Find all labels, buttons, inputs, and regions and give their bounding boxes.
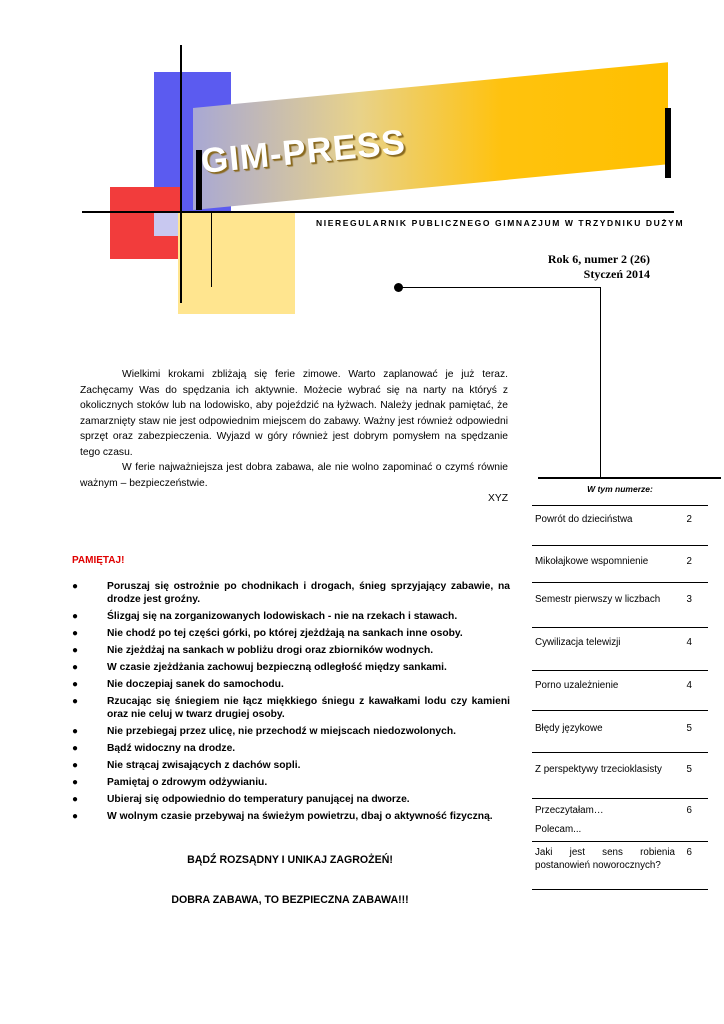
white-overlap bbox=[154, 212, 178, 236]
list-item: ● W czasie zjeżdżania zachowuj bezpieczną odległość między sankami. bbox=[72, 662, 447, 673]
list-item: ● Nie chodź po tej części górki, po której zjeżdżają na sankach inne osoby. bbox=[72, 628, 463, 639]
list-item: ● W wolnym czasie przebywaj na świeżym powietrzu, dbaj o aktywność fizyczną. bbox=[72, 811, 493, 822]
bullet-icon: ● bbox=[72, 662, 79, 673]
divider-vertical-left bbox=[180, 45, 182, 303]
bullet-icon: ● bbox=[72, 777, 79, 788]
list-item: ● Nie doczepiaj sanek do samochodu. bbox=[72, 679, 284, 690]
toc-divider bbox=[532, 841, 708, 842]
toc-divider bbox=[532, 582, 708, 583]
divider-vertical-banner-right bbox=[665, 108, 671, 178]
list-item: ● Poruszaj się ostrożnie po chodnikach i drogach, śnieg sprzyjający zabawie, na drodze jest groźny. bbox=[72, 581, 510, 605]
bullet-icon: ● bbox=[72, 794, 79, 805]
bullet-icon: ● bbox=[72, 811, 79, 822]
bullet-icon: ● bbox=[72, 743, 79, 754]
bullet-icon: ● bbox=[72, 645, 79, 656]
safety-rules-list bbox=[70, 580, 510, 827]
connector-line-horizontal bbox=[400, 287, 600, 288]
list-item: ● Nie zjeżdżaj na sankach w pobliżu drogi oraz zbiorników wodnych. bbox=[72, 645, 434, 656]
slogan-2: DOBRA ZABAWA, TO BEZPIECZNA ZABAWA!!! bbox=[171, 894, 409, 906]
bullet-icon: ● bbox=[72, 679, 79, 690]
masthead-title: GIM-PRESS bbox=[199, 122, 408, 182]
list-item: ● Pamiętaj o zdrowym odżywianiu. bbox=[72, 777, 268, 788]
toc-divider bbox=[532, 798, 708, 799]
toc-divider bbox=[532, 670, 708, 671]
list-item: ● Nie przebiegaj przez ulicę, nie przechodź w miejscach niedozwolonych. bbox=[72, 726, 457, 737]
list-item: ● Bądź widoczny na drodze. bbox=[72, 743, 236, 754]
intro-paragraph-1: Wielkimi krokami zbliżają się ferie zimowe. Warto zaplanować je już teraz. Zachęcamy Was do spędzania ich aktywnie. Możecie wybrać się na narty na któryś z okolicznych stoków lub na lodowisko, aby pojeździć na łyżwach. Należy jednak pamiętać, że zamarznięty staw nie jest odpowiednim miejscem do zabawy. Ważny jest również odpowiedni sprzęt oraz zabezpieczenia. Wyjazd w góry również jest dobrym pomysłem na spędzanie tego czasu. bbox=[80, 369, 508, 458]
article-author: XYZ bbox=[487, 493, 508, 504]
toc-divider bbox=[532, 710, 708, 711]
issue-date: Styczeń 2014 bbox=[583, 267, 650, 281]
bullet-icon: ● bbox=[72, 628, 79, 639]
bullet-icon: ● bbox=[72, 611, 79, 622]
toc-divider bbox=[532, 627, 708, 628]
toc-divider bbox=[532, 545, 708, 546]
slogan-1: BĄDŹ ROZSĄDNY I UNIKAJ ZAGROŻEŃ! bbox=[187, 854, 393, 866]
toc-top-rule bbox=[538, 477, 721, 479]
toc-divider bbox=[532, 889, 708, 890]
toc-divider bbox=[532, 505, 708, 506]
intro-paragraph-2: W ferie najważniejsza jest dobra zabawa, ale nie wolno zapominać o czymś równie ważnym – bezpieczeństwie. bbox=[80, 462, 508, 489]
yellow-square bbox=[178, 212, 295, 314]
bullet-icon: ● bbox=[72, 696, 79, 707]
intro-article bbox=[80, 367, 508, 491]
bullet-icon: ● bbox=[72, 726, 79, 737]
bullet-icon: ● bbox=[72, 581, 79, 592]
bullet-icon: ● bbox=[72, 760, 79, 771]
connector-line-vertical bbox=[600, 287, 601, 477]
divider-masthead bbox=[82, 211, 674, 213]
masthead-subtitle: NIEREGULARNIK PUBLICZNEGO GIMNAZJUM W TRZYDNIKU DUŻYM bbox=[316, 218, 685, 228]
list-item: ● Ubieraj się odpowiednio do temperatury panującej na dworze. bbox=[72, 794, 410, 805]
safety-heading: PAMIĘTAJ! bbox=[72, 555, 125, 566]
list-item: ● Ślizgaj się na zorganizowanych lodowiskach - nie na rzekach i stawach. bbox=[72, 611, 458, 622]
toc-divider bbox=[532, 752, 708, 753]
divider-vertical-thin bbox=[211, 212, 212, 287]
list-item: ● Rzucając się śniegiem nie łącz miękkiego śniegu z kawałkami lodu czy kamieni oraz nie celuj w twarz drugiej osoby. bbox=[72, 696, 510, 720]
issue-number: Rok 6, numer 2 (26) bbox=[547, 252, 650, 266]
toc-heading: W tym numerze: bbox=[587, 484, 653, 494]
list-item: ● Nie strącaj zwisających z dachów sopli. bbox=[72, 760, 301, 771]
